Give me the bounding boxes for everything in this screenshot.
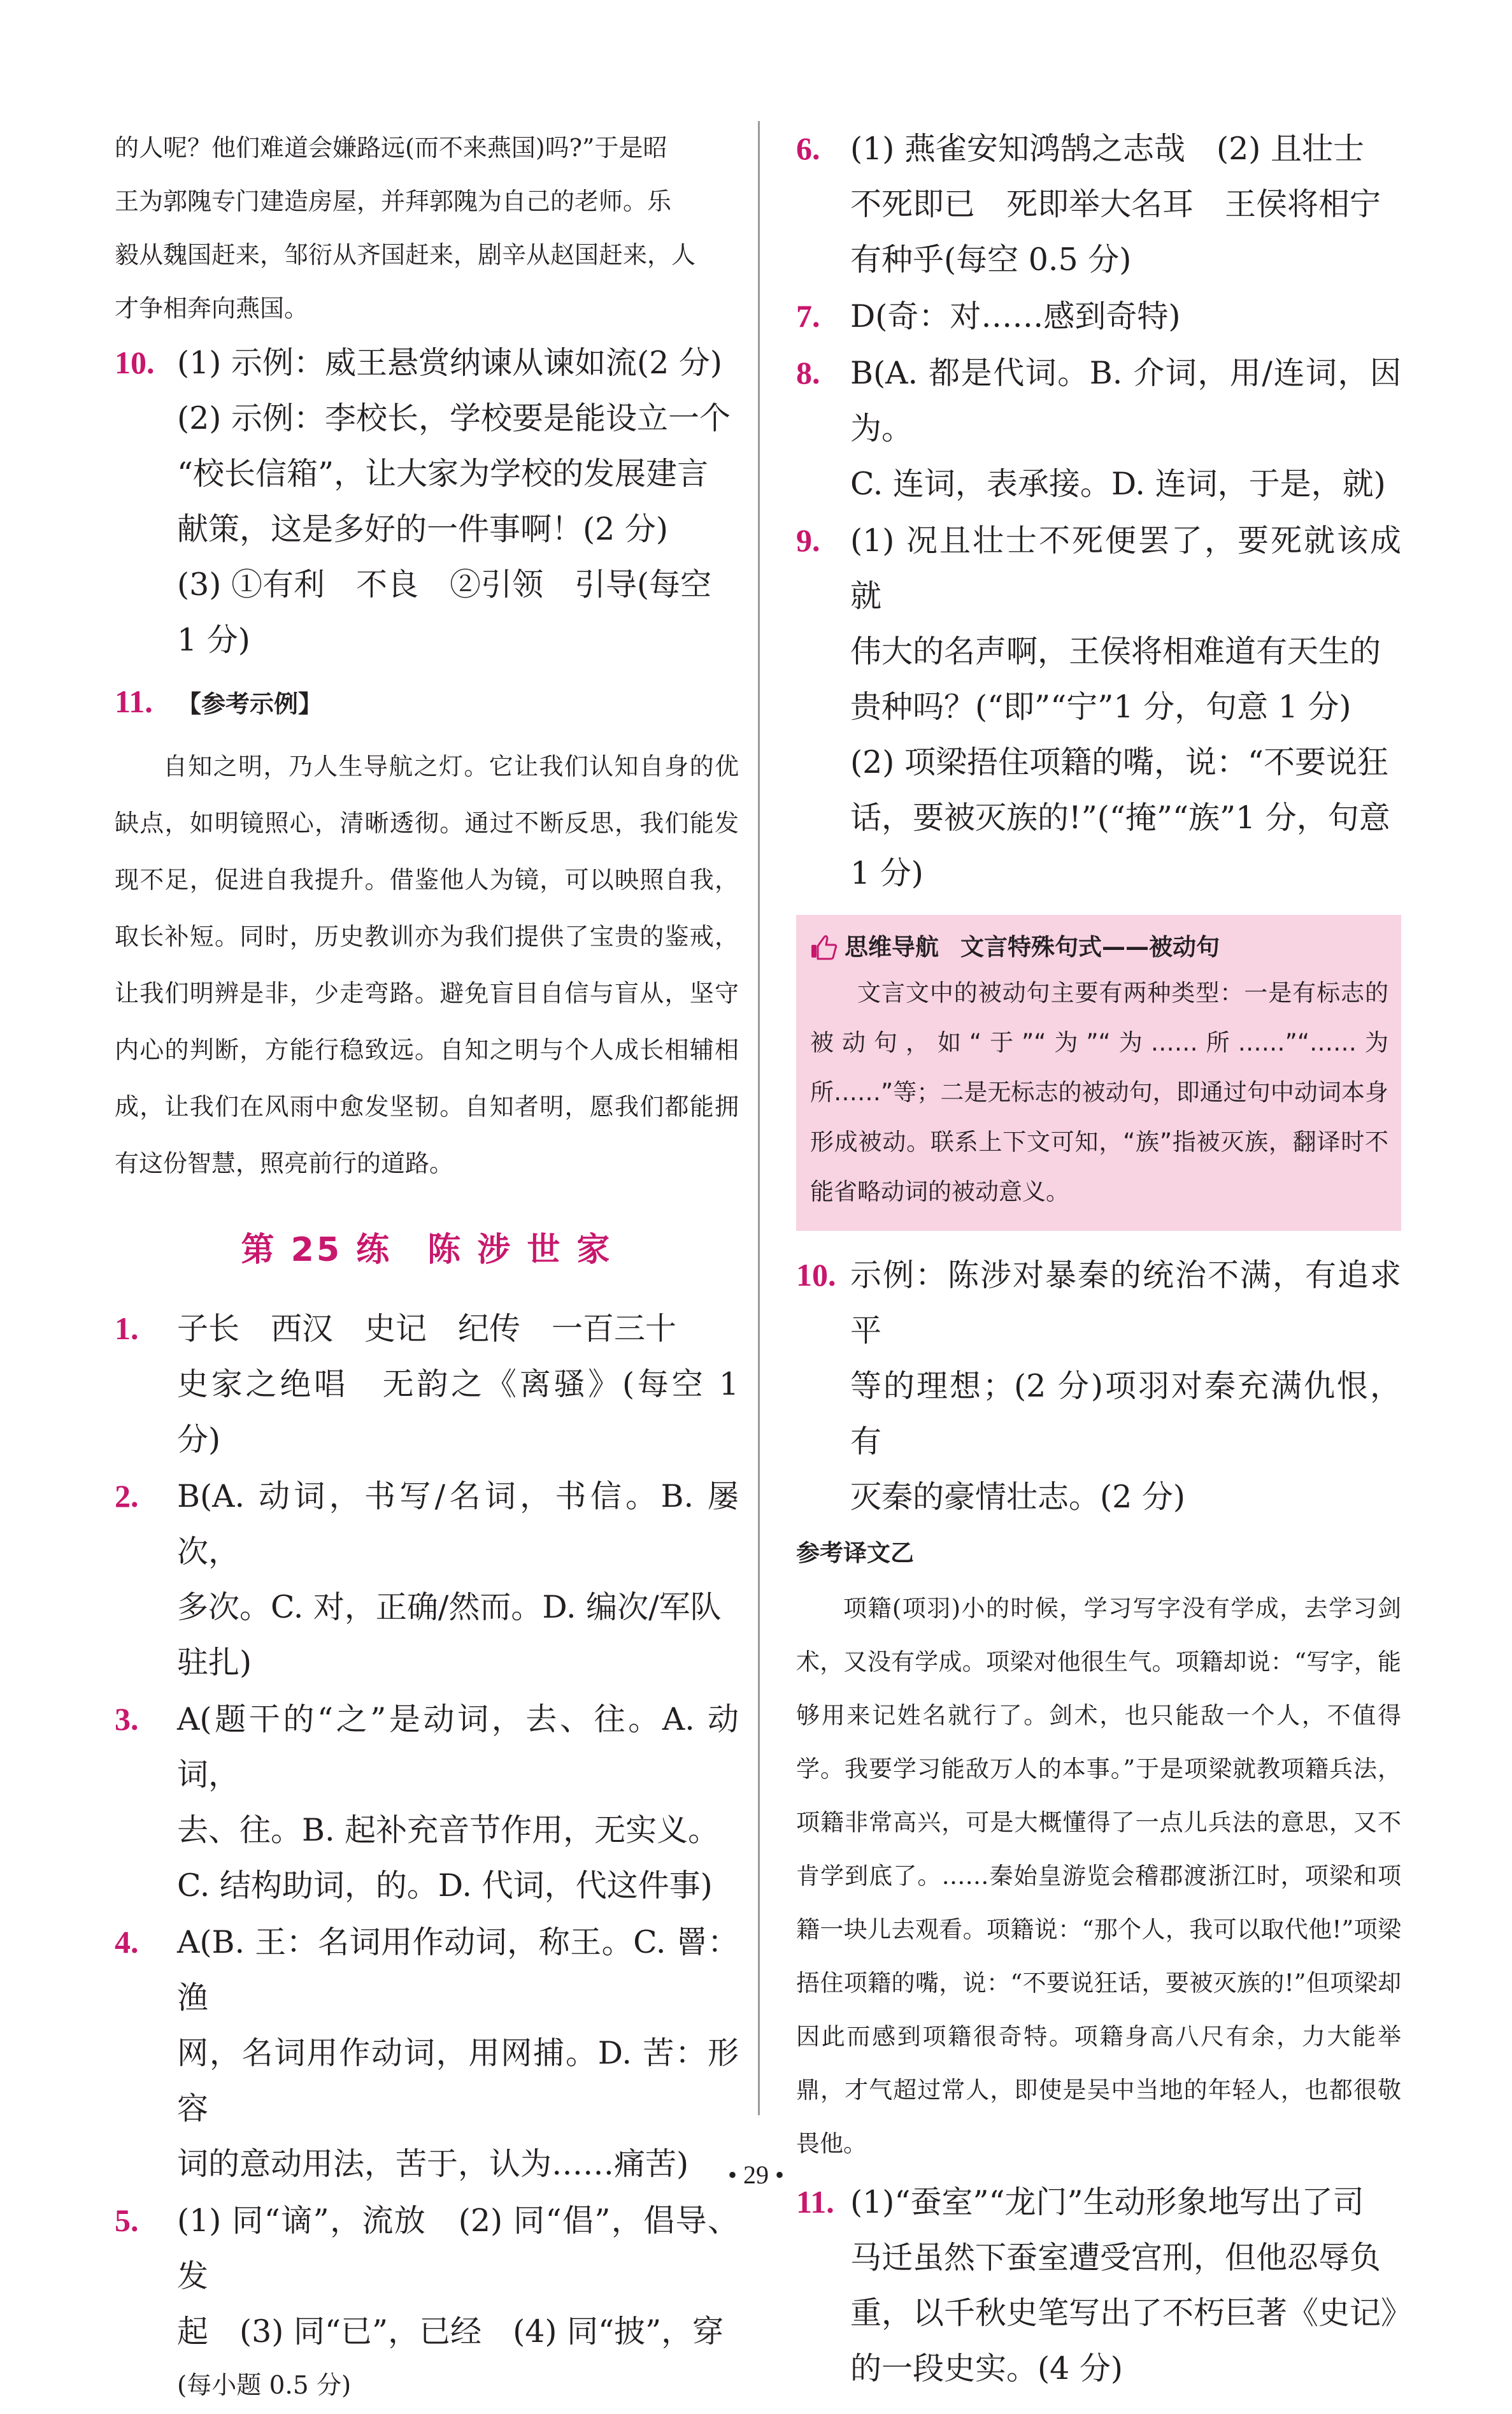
text-line: 才争相奔向燕国。	[115, 294, 309, 322]
answer-line: (1) 况且壮士不死便罢了，要死就该成就	[850, 522, 1401, 614]
page-number: • 29 •	[727, 2160, 784, 2189]
answer-item-4	[115, 1915, 739, 2192]
reference-example-tag: 【参考示例】	[177, 690, 323, 718]
answer-item-11	[115, 674, 739, 732]
reference-essay: 自知之明，乃人生导航之灯。它让我们认知自身的优缺点，如明镜照心，清晰透彻。通过不断反思，我们能发现不足，促进自我提升。借鉴他人为镜，可以映照自我，取长补短。同时，历史教训亦为我们提供了宝贵的鉴戒，让我们明辨是非，少走弯路。避免盲目自信与盲从，坚守内心的判断，方能行稳致远。自知之明与个人成长相辅相成，让我们在风雨中愈发坚韧。自知者明，愿我们都能拥有这份智慧，照亮前行的道路。	[115, 752, 739, 1177]
item-number: 5.	[115, 2202, 139, 2238]
answer-line: 的一段史实。(4 分)	[850, 2350, 1123, 2387]
answer-line: 词的意动用法，苦于，认为……痛苦)	[177, 2146, 689, 2182]
answer-line: (2) 项梁捂住项籍的嘴，说：“不要说狂	[850, 744, 1389, 780]
text-line: 毅从魏国赶来，邹衍从齐国赶来，剧辛从赵国赶来，人	[115, 241, 696, 269]
thinking-guide-label: 思维导航	[845, 933, 939, 961]
answer-line: 重，以千秋史笔写出了不朽巨著《史记》	[850, 2295, 1413, 2331]
answer-item-5	[115, 2193, 739, 2413]
answer-line: (每小题 0.5 分)	[177, 2371, 352, 2400]
answer-line: (1) 同“谪”，流放 (2) 同“倡”，倡导、发	[177, 2202, 739, 2294]
item-number: 2.	[115, 1478, 139, 1514]
answer-item-10-right	[796, 1247, 1401, 1525]
item-number: 9.	[796, 522, 820, 558]
item-number: 4.	[115, 1924, 139, 1960]
item-number: 1.	[115, 1311, 139, 1346]
answer-item-2	[115, 1469, 739, 1690]
item-number: 10.	[796, 1257, 836, 1293]
column-divider	[758, 121, 760, 2115]
right-column	[796, 121, 1413, 2397]
item-number: 6.	[796, 131, 820, 166]
answer-line: 等的理想；(2 分)项羽对秦充满仇恨，有	[850, 1368, 1401, 1460]
answer-line: (1)“蚕室”“龙门”生动形象地写出了司	[850, 2184, 1364, 2220]
lesson-title: 第 25 练 陈 涉 世 家	[241, 1231, 613, 1269]
answer-line: 1 分)	[850, 855, 924, 891]
answer-line: 起 (3) 同“已”，已经 (4) 同“披”，穿	[177, 2313, 724, 2350]
text-line: 的人呢？他们难道会嫌路远(而不来燕国)吗?”于是昭	[115, 134, 667, 162]
answer-line: (1) 示例：威王悬赏纳谏从谏如流(2 分)	[177, 345, 722, 381]
answer-item-9	[796, 513, 1401, 901]
pointing-hand-icon	[810, 933, 838, 961]
answer-line: C. 连词，表承接。D. 连词，于是，就)	[850, 466, 1386, 502]
answer-item-7	[796, 289, 1401, 344]
answer-item-3	[115, 1692, 739, 1913]
answer-line: (1) 燕雀安知鸿鹄之志哉 (2) 且壮士	[850, 131, 1364, 167]
answer-line: (3) ①有利 不良 ②引领 引导(每空	[177, 566, 712, 603]
answer-line: 示例：陈涉对暴秦的统治不满，有追求平	[850, 1257, 1401, 1349]
item-number: 11.	[796, 2184, 834, 2220]
item-number: 10.	[115, 345, 155, 380]
thinking-guide-text: 文言文中的被动句主要有两种类型：一是有标志的被动句，如“于”“为”“为……所……”“……为所……”等；二是无标志的被动句，即通过句中动词本身形成被动。联系上下文可知，“族”指被灭族，翻译时不能省略动词的被动意义。	[810, 979, 1388, 1205]
answer-line: “校长信箱”，让大家为学校的发展建言	[177, 456, 709, 492]
translation-text: 项籍(项羽)小的时候，学习写字没有学成，去学习剑术，又没有学成。项梁对他很生气。项籍却说：“写字，能够用来记姓名就行了。剑术，也只能敌一个人，不值得学。我要学习能敌万人的本事。”于是项梁就教项籍兵法，项籍非常高兴，可是大概懂得了一点儿兵法的意思，又不肯学到底了。……秦始皇游览会稽郡渡浙江时，项梁和项籍一块儿去观看。项籍说：“那个人，我可以取代他!”项梁捂住项籍的嘴，说：“不要说狂话，要被灭族的!”但项梁却因此而感到项籍很奇特。项籍身高八尺有余，力大能举鼎，才气超过常人，即使是吴中当地的年轻人，也都很敬畏他。	[796, 1595, 1401, 2157]
answer-line: D(奇：对……感到奇特)	[850, 298, 1181, 334]
answer-line: C. 结构助词，的。D. 代词，代这件事)	[177, 1867, 713, 1904]
answer-line: (2) 示例：李校长，学校要是能设立一个	[177, 400, 731, 436]
answer-line: A(B. 王：名词用作动词，称王。C. 罾：渔	[177, 1924, 739, 2016]
answer-line: 贵种吗？(“即”“宁”1 分，句意 1 分)	[850, 689, 1352, 725]
answer-item-6	[796, 121, 1401, 287]
thinking-guide-header	[810, 926, 1388, 968]
answer-line: 去、往。B. 起补充音节作用，无实义。	[177, 1812, 720, 1848]
answer-item-10	[115, 335, 739, 668]
answer-item-1	[115, 1301, 739, 1467]
answer-line: 伟大的名声啊，王侯将相难道有天生的	[850, 633, 1381, 670]
translation-label: 参考译文乙	[796, 1539, 914, 1567]
answer-item-8	[796, 345, 1401, 512]
answer-line: 话，要被灭族的!”(“掩”“族”1 分，句意	[850, 800, 1390, 836]
answer-line: 网，名词用作动词，用网捕。D. 苦：形容	[177, 2035, 739, 2127]
answer-line: 驻扎)	[177, 1644, 252, 1681]
answer-line: 有种乎(每空 0.5 分)	[850, 241, 1132, 278]
item-number: 7.	[796, 298, 820, 334]
answer-line: 献策，这是多好的一件事啊！(2 分)	[177, 511, 668, 547]
thinking-guide-topic: 文言特殊句式——被动句	[960, 933, 1220, 961]
answer-line: 马迁虽然下蚕室遭受宫刑，但他忍辱负	[850, 2239, 1381, 2276]
item-number: 3.	[115, 1701, 139, 1737]
answer-item-11-right	[796, 2174, 1413, 2396]
answer-line: 1 分)	[177, 622, 250, 658]
answer-line: 子长 西汉 史记 纪传 一百三十	[177, 1311, 677, 1347]
answer-line: 不死即已 死即举大名耳 王侯将相宁	[850, 186, 1381, 222]
item-number: 11.	[115, 684, 153, 719]
answer-line: B(A. 都是代词。B. 介词，用/连词，因为。	[850, 355, 1401, 447]
item-number: 8.	[796, 355, 820, 391]
answer-line: 史家之绝唱 无韵之《离骚》(每空 1 分)	[177, 1366, 739, 1458]
left-column	[115, 121, 739, 2414]
answer-line: 灭秦的豪情壮志。(2 分)	[850, 1479, 1185, 1515]
answer-line: B(A. 动词，书写/名词，书信。B. 屡次，	[177, 1478, 739, 1570]
answer-line: 多次。C. 对，正确/然而。D. 编次/军队	[177, 1589, 722, 1625]
continued-paragraph	[115, 121, 739, 335]
thinking-guide-box	[796, 915, 1401, 1231]
answer-line: A(题干的“之”是动词，去、往。A. 动词，	[177, 1701, 739, 1793]
text-line: 王为郭隗专门建造房屋，并拜郭隗为自己的老师。乐	[115, 187, 672, 215]
